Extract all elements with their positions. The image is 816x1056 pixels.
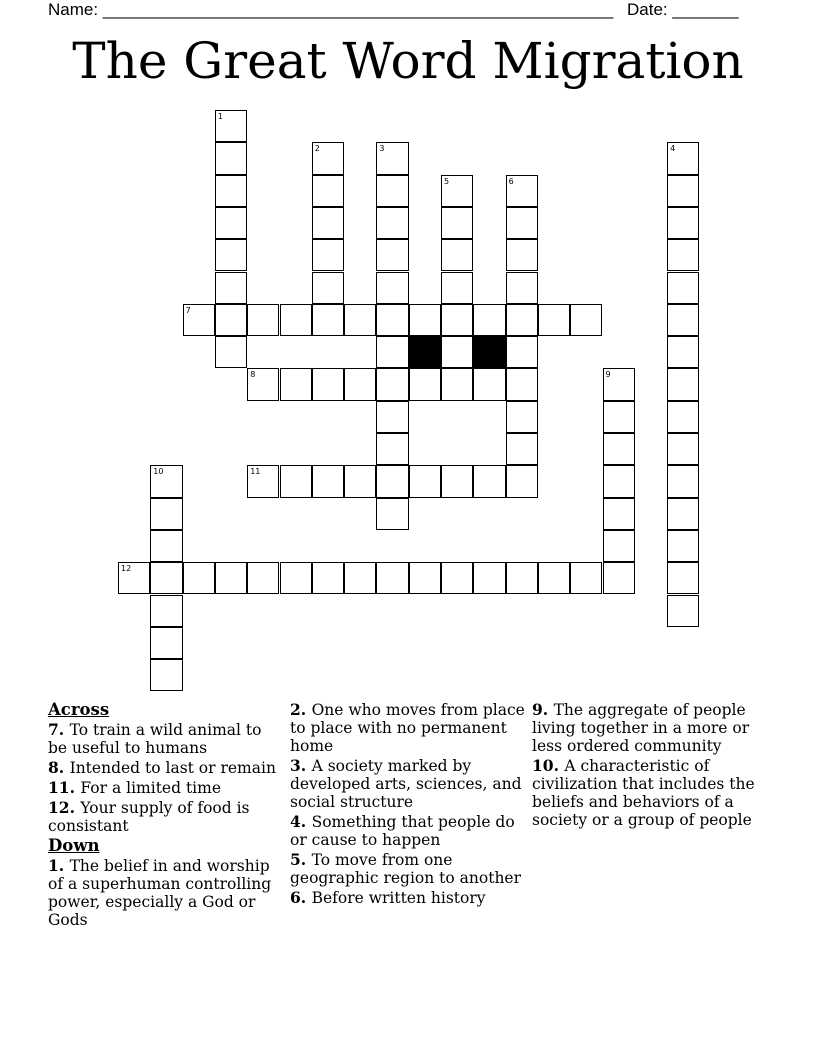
blocked-square bbox=[473, 336, 505, 368]
crossword-square[interactable] bbox=[603, 562, 635, 594]
crossword-square[interactable] bbox=[441, 562, 473, 594]
crossword-square[interactable] bbox=[312, 465, 344, 497]
clue-number-label: 3. bbox=[290, 756, 312, 775]
crossword-square[interactable] bbox=[280, 465, 312, 497]
crossword-square[interactable] bbox=[506, 272, 538, 304]
crossword-square[interactable] bbox=[312, 304, 344, 336]
clue-number-label: 11. bbox=[48, 778, 81, 797]
crossword-square[interactable] bbox=[667, 272, 699, 304]
crossword-square[interactable] bbox=[506, 562, 538, 594]
crossword-square[interactable] bbox=[150, 659, 182, 691]
crossword-square[interactable] bbox=[376, 239, 408, 271]
clue-number-label: 5. bbox=[290, 850, 312, 869]
crossword-square[interactable] bbox=[667, 498, 699, 530]
crossword-square[interactable] bbox=[312, 562, 344, 594]
crossword-square[interactable] bbox=[215, 239, 247, 271]
clue-item bbox=[48, 759, 283, 777]
clue-number-label: 10. bbox=[532, 756, 565, 775]
crossword-square[interactable] bbox=[441, 175, 473, 207]
crossword-square[interactable] bbox=[506, 239, 538, 271]
crossword-square[interactable] bbox=[312, 175, 344, 207]
clue-item bbox=[48, 721, 283, 757]
crossword-square[interactable] bbox=[506, 433, 538, 465]
crossword-square[interactable] bbox=[409, 304, 441, 336]
clue-number: 5 bbox=[444, 176, 450, 186]
clue-number: 11 bbox=[250, 467, 261, 477]
clue-text: Your supply of food is consistant bbox=[48, 799, 250, 835]
clue-number-label: 6. bbox=[290, 888, 312, 907]
crossword-square[interactable] bbox=[667, 595, 699, 627]
clue-item bbox=[48, 779, 283, 797]
crossword-square[interactable] bbox=[667, 368, 699, 400]
crossword-square[interactable] bbox=[344, 465, 376, 497]
clues-column-1 bbox=[48, 701, 283, 931]
clue-number-label: 7. bbox=[48, 720, 70, 739]
crossword-square[interactable] bbox=[344, 304, 376, 336]
crossword-square[interactable] bbox=[376, 336, 408, 368]
crossword-square[interactable] bbox=[570, 562, 602, 594]
clue-number: 8 bbox=[250, 370, 256, 380]
crossword-square[interactable] bbox=[603, 498, 635, 530]
across-heading: Across bbox=[48, 700, 110, 719]
date-field-label: Date: _______ bbox=[627, 0, 739, 19]
crossword-square[interactable] bbox=[150, 498, 182, 530]
clue-text: To move from one geographic region to another bbox=[290, 851, 522, 887]
crossword-square[interactable] bbox=[215, 272, 247, 304]
crossword-square[interactable] bbox=[667, 562, 699, 594]
clue-item bbox=[290, 701, 526, 755]
crossword-square[interactable] bbox=[506, 368, 538, 400]
crossword-square[interactable] bbox=[667, 465, 699, 497]
crossword-square[interactable] bbox=[150, 595, 182, 627]
clue-number: 6 bbox=[508, 176, 514, 186]
crossword-square[interactable] bbox=[215, 110, 247, 142]
crossword-square[interactable] bbox=[506, 336, 538, 368]
crossword-square[interactable] bbox=[667, 401, 699, 433]
crossword-square[interactable] bbox=[247, 465, 279, 497]
clue-item bbox=[290, 757, 526, 811]
crossword-square[interactable] bbox=[376, 207, 408, 239]
clues-column-2 bbox=[290, 701, 526, 909]
down-heading: Down bbox=[48, 836, 100, 855]
crossword-square[interactable] bbox=[376, 142, 408, 174]
crossword-square[interactable] bbox=[247, 368, 279, 400]
crossword-square[interactable] bbox=[376, 498, 408, 530]
crossword-square[interactable] bbox=[473, 304, 505, 336]
crossword-square[interactable] bbox=[667, 336, 699, 368]
crossword-square[interactable] bbox=[280, 368, 312, 400]
crossword-square[interactable] bbox=[409, 465, 441, 497]
crossword-square[interactable] bbox=[376, 175, 408, 207]
clue-text: To train a wild animal to be useful to humans bbox=[48, 721, 262, 757]
crossword-square[interactable] bbox=[376, 304, 408, 336]
crossword-square[interactable] bbox=[312, 272, 344, 304]
crossword-square[interactable] bbox=[473, 465, 505, 497]
crossword-square[interactable] bbox=[344, 562, 376, 594]
crossword-square[interactable] bbox=[506, 465, 538, 497]
clue-number-label: 8. bbox=[48, 758, 70, 777]
clue-item bbox=[532, 757, 768, 829]
clue-item bbox=[48, 857, 283, 929]
crossword-square[interactable] bbox=[603, 433, 635, 465]
crossword-square[interactable] bbox=[538, 562, 570, 594]
crossword-square[interactable] bbox=[667, 207, 699, 239]
clue-item bbox=[290, 889, 526, 907]
crossword-square[interactable] bbox=[150, 465, 182, 497]
crossword-square[interactable] bbox=[538, 304, 570, 336]
crossword-square[interactable] bbox=[441, 272, 473, 304]
crossword-square[interactable] bbox=[667, 239, 699, 271]
crossword-square[interactable] bbox=[506, 401, 538, 433]
down-clue-list-continued bbox=[290, 701, 526, 907]
crossword-square[interactable] bbox=[667, 142, 699, 174]
crossword-square[interactable] bbox=[215, 562, 247, 594]
crossword-square[interactable] bbox=[603, 401, 635, 433]
crossword-square[interactable] bbox=[667, 433, 699, 465]
clue-text: Intended to last or remain bbox=[69, 759, 276, 777]
clue-text: For a limited time bbox=[80, 779, 221, 797]
crossword-square[interactable] bbox=[312, 368, 344, 400]
clue-number: 4 bbox=[670, 144, 676, 154]
crossword-square[interactable] bbox=[215, 207, 247, 239]
clue-number-label: 1. bbox=[48, 856, 70, 875]
clue-number-label: 4. bbox=[290, 812, 312, 831]
crossword-square[interactable] bbox=[570, 304, 602, 336]
blocked-square bbox=[409, 336, 441, 368]
clue-text: The aggregate of people living together in a more or less ordered community bbox=[532, 701, 750, 755]
down-clue-list-continued bbox=[532, 701, 768, 829]
clue-number: 12 bbox=[121, 564, 132, 574]
crossword-square[interactable] bbox=[280, 562, 312, 594]
clue-text: The belief in and worship of a superhuman controlling power, especially a God or Gods bbox=[48, 857, 272, 929]
clue-item bbox=[532, 701, 768, 755]
clue-number: 10 bbox=[153, 467, 164, 477]
crossword-square[interactable] bbox=[506, 175, 538, 207]
crossword-square[interactable] bbox=[376, 401, 408, 433]
crossword-square[interactable] bbox=[441, 368, 473, 400]
crossword-square[interactable] bbox=[506, 304, 538, 336]
clue-text: A characteristic of civilization that includes the beliefs and behaviors of a society or a group of people bbox=[532, 757, 755, 829]
crossword-square[interactable] bbox=[376, 465, 408, 497]
crossword-square[interactable] bbox=[409, 562, 441, 594]
crossword-square[interactable] bbox=[603, 465, 635, 497]
clues-column-3 bbox=[532, 701, 768, 831]
clue-text: A society marked by developed arts, sciences, and social structure bbox=[290, 757, 522, 811]
crossword-square[interactable] bbox=[441, 239, 473, 271]
crossword-square[interactable] bbox=[441, 207, 473, 239]
crossword-square[interactable] bbox=[215, 142, 247, 174]
clue-number: 1 bbox=[217, 112, 223, 121]
name-field-label: Name: ______________________________________________________ bbox=[48, 0, 614, 19]
clue-number-label: 9. bbox=[532, 700, 554, 719]
crossword-square[interactable] bbox=[667, 304, 699, 336]
crossword-square[interactable] bbox=[473, 562, 505, 594]
clue-number-label: 2. bbox=[290, 700, 312, 719]
crossword-square[interactable] bbox=[312, 207, 344, 239]
crossword-square[interactable] bbox=[215, 336, 247, 368]
crossword-square[interactable] bbox=[473, 368, 505, 400]
crossword-square[interactable] bbox=[312, 239, 344, 271]
down-clue-list bbox=[48, 857, 283, 929]
clue-number: 7 bbox=[185, 305, 191, 315]
crossword-square[interactable] bbox=[215, 304, 247, 336]
crossword-square[interactable] bbox=[183, 304, 215, 336]
crossword-square[interactable] bbox=[150, 530, 182, 562]
clue-number: 2 bbox=[314, 144, 320, 154]
crossword-square[interactable] bbox=[118, 562, 150, 594]
clue-item bbox=[290, 813, 526, 849]
clue-item bbox=[48, 799, 283, 835]
crossword-square[interactable] bbox=[150, 627, 182, 659]
clue-text: Before written history bbox=[311, 889, 486, 907]
clue-number: 9 bbox=[605, 370, 611, 380]
crossword-square[interactable] bbox=[441, 465, 473, 497]
clue-number: 3 bbox=[379, 144, 385, 154]
across-clue-list bbox=[48, 721, 283, 835]
crossword-square[interactable] bbox=[183, 562, 215, 594]
crossword-square[interactable] bbox=[506, 207, 538, 239]
crossword-square[interactable] bbox=[667, 175, 699, 207]
clue-item bbox=[290, 851, 526, 887]
crossword-square[interactable] bbox=[376, 562, 408, 594]
crossword-square[interactable] bbox=[280, 304, 312, 336]
crossword-square[interactable] bbox=[376, 272, 408, 304]
crossword-square[interactable] bbox=[247, 304, 279, 336]
clue-text: One who moves from place to place with no permanent home bbox=[290, 701, 525, 755]
crossword-square[interactable] bbox=[603, 368, 635, 400]
crossword-square[interactable] bbox=[441, 336, 473, 368]
crossword-square[interactable] bbox=[312, 142, 344, 174]
clue-text: Something that people do or cause to happen bbox=[290, 813, 515, 849]
crossword-square[interactable] bbox=[376, 368, 408, 400]
crossword-square[interactable] bbox=[667, 530, 699, 562]
crossword-square[interactable] bbox=[247, 562, 279, 594]
crossword-square[interactable] bbox=[376, 433, 408, 465]
crossword-square[interactable] bbox=[409, 368, 441, 400]
page-title: The Great Word Migration bbox=[72, 32, 744, 90]
crossword-square[interactable] bbox=[441, 304, 473, 336]
crossword-square[interactable] bbox=[344, 368, 376, 400]
clue-number-label: 12. bbox=[48, 798, 81, 817]
crossword-square[interactable] bbox=[150, 562, 182, 594]
crossword-square[interactable] bbox=[215, 175, 247, 207]
crossword-square[interactable] bbox=[603, 530, 635, 562]
